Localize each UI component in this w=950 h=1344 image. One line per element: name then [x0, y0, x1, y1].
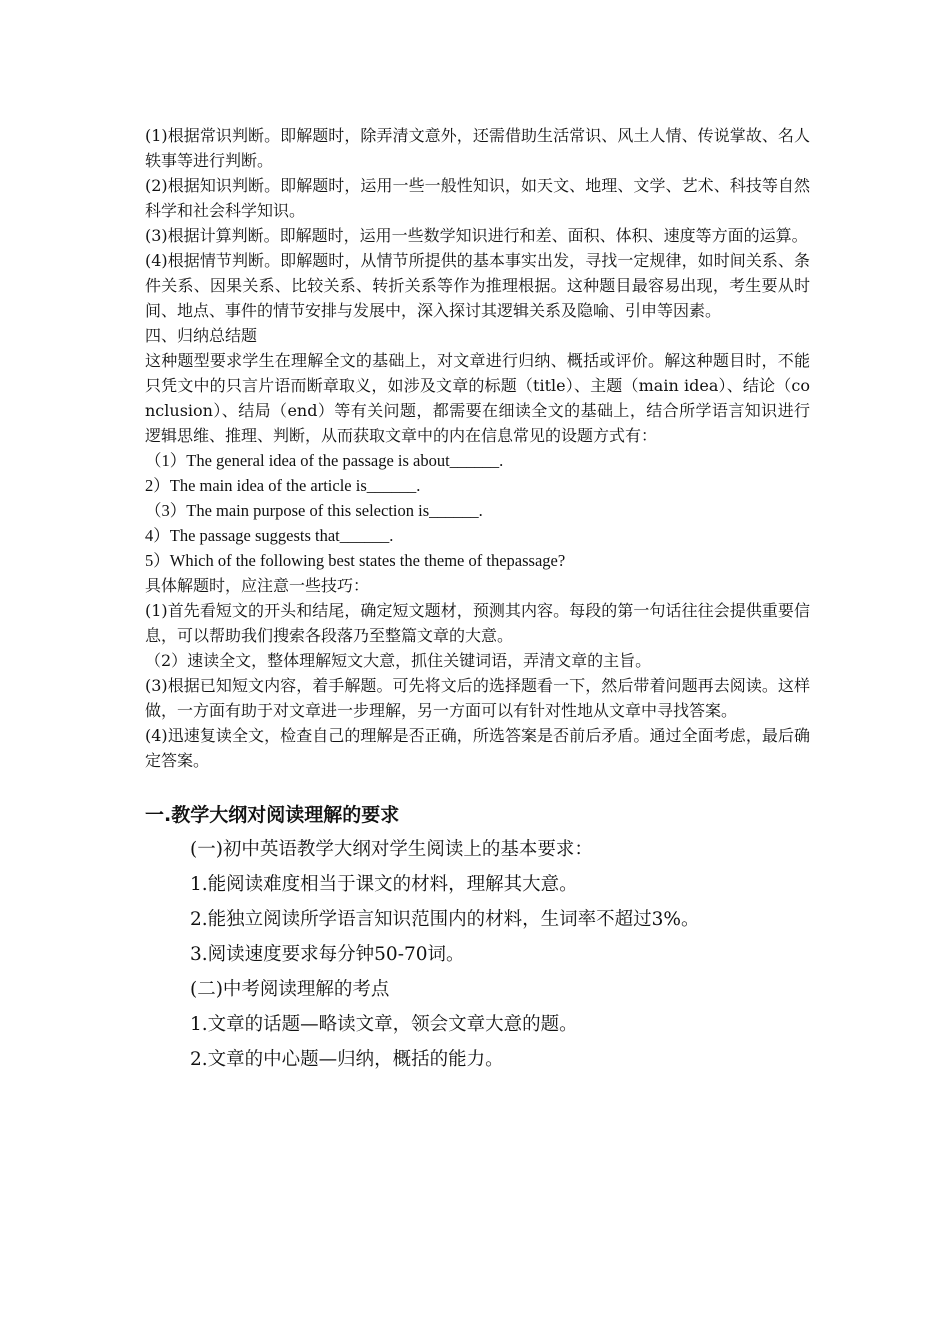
- outline-item-central-idea: 2.文章的中心题—归纳，概括的能力。: [190, 1049, 504, 1070]
- tip-3: (3)根据已知短文内容，着手解题。可先将文后的选择题看一下，然后带着问题再去阅读。这样做，一方面有助于对文章进一步理解，另一方面可以有针对性地从文章中寻找答案。: [145, 676, 810, 720]
- outline-item-3: 3.阅读速度要求每分钟50-70词。: [190, 944, 465, 965]
- paragraph-summary-description: 这种题型要求学生在理解全文的基础上，对文章进行归纳、概括或评价。解这种题目时，不能只凭文中的只言片语而断章取义，如涉及文章的标题（title）、主题（main idea）、结论（conclusion）、结局（end）等有关问题，都需要在细读全文的基础上，结合所学语言知识进行逻辑思维、推理、判断，从而获取文章中的内在信息常见的设题方式有：: [145, 351, 810, 445]
- tip-1: (1)首先看短文的开头和结尾，确定短文题材，预测其内容。每段的第一句话往往会提供重要信息，可以帮助我们搜索各段落乃至整篇文章的大意。: [145, 601, 810, 645]
- question-form-3: （3）The main purpose of this selection is______.: [145, 501, 483, 520]
- outline-item-1: 1.能阅读难度相当于课文的材料，理解其大意。: [190, 874, 578, 895]
- outline-item-basic-requirements: (一)初中英语教学大纲对学生阅读上的基本要求：: [190, 839, 593, 860]
- outline-item-2: 2.能独立阅读所学语言知识范围内的材料，生词率不超过3%。: [190, 909, 700, 930]
- subheading-summary-questions: 四、归纳总结题: [145, 326, 258, 345]
- outline-list: [145, 832, 810, 1077]
- tip-2: （2）速读全文，整体理解短文大意，抓住关键词语，弄清文章的主旨。: [145, 651, 652, 670]
- paragraph-tips-intro: 具体解题时，应注意一些技巧：: [145, 576, 370, 595]
- paragraph-knowledge-judgment: (2)根据知识判断。即解题时，运用一些一般性知识，如天文、地理、文学、艺术、科技等自然科学和社会科学知识。: [145, 176, 810, 220]
- outline-item-topic: 1.文章的话题—略读文章，领会文章大意的题。: [190, 1014, 578, 1035]
- question-form-5: 5）Which of the following best states the theme of thepassage?: [145, 551, 566, 570]
- question-form-4: 4）The passage suggests that______.: [145, 526, 394, 545]
- body-text: [145, 123, 810, 773]
- tip-4: (4)迅速复读全文，检查自己的理解是否正确，所选答案是否前后矛盾。通过全面考虑，最后确定答案。: [145, 726, 810, 770]
- paragraph-calculation-judgment: (3)根据计算判断。即解题时，运用一些数学知识进行和差、面积、体积、速度等方面的运算。: [145, 226, 808, 245]
- question-form-1: （1）The general idea of the passage is about______.: [145, 451, 504, 470]
- paragraph-common-sense-judgment: (1)根据常识判断。即解题时，除弄清文意外，还需借助生活常识、风土人情、传说掌故、名人轶事等进行判断。: [145, 126, 810, 170]
- question-form-2: 2）The main idea of the article is______.: [145, 476, 421, 495]
- outline-item-exam-points: (二)中考阅读理解的考点: [190, 979, 390, 1000]
- paragraph-plot-judgment: (4)根据情节判断。即解题时，从情节所提供的基本事实出发，寻找一定规律，如时间关系、条件关系、因果关系、比较关系、转折关系等作为推理根据。这种题目最容易出现，考生要从时间、地点、事件的情节安排与发展中，深入探讨其逻辑关系及隐喻、引申等因素。: [145, 251, 810, 320]
- document-page: [145, 123, 810, 1077]
- section-heading: 一.教学大纲对阅读理解的要求: [145, 804, 400, 826]
